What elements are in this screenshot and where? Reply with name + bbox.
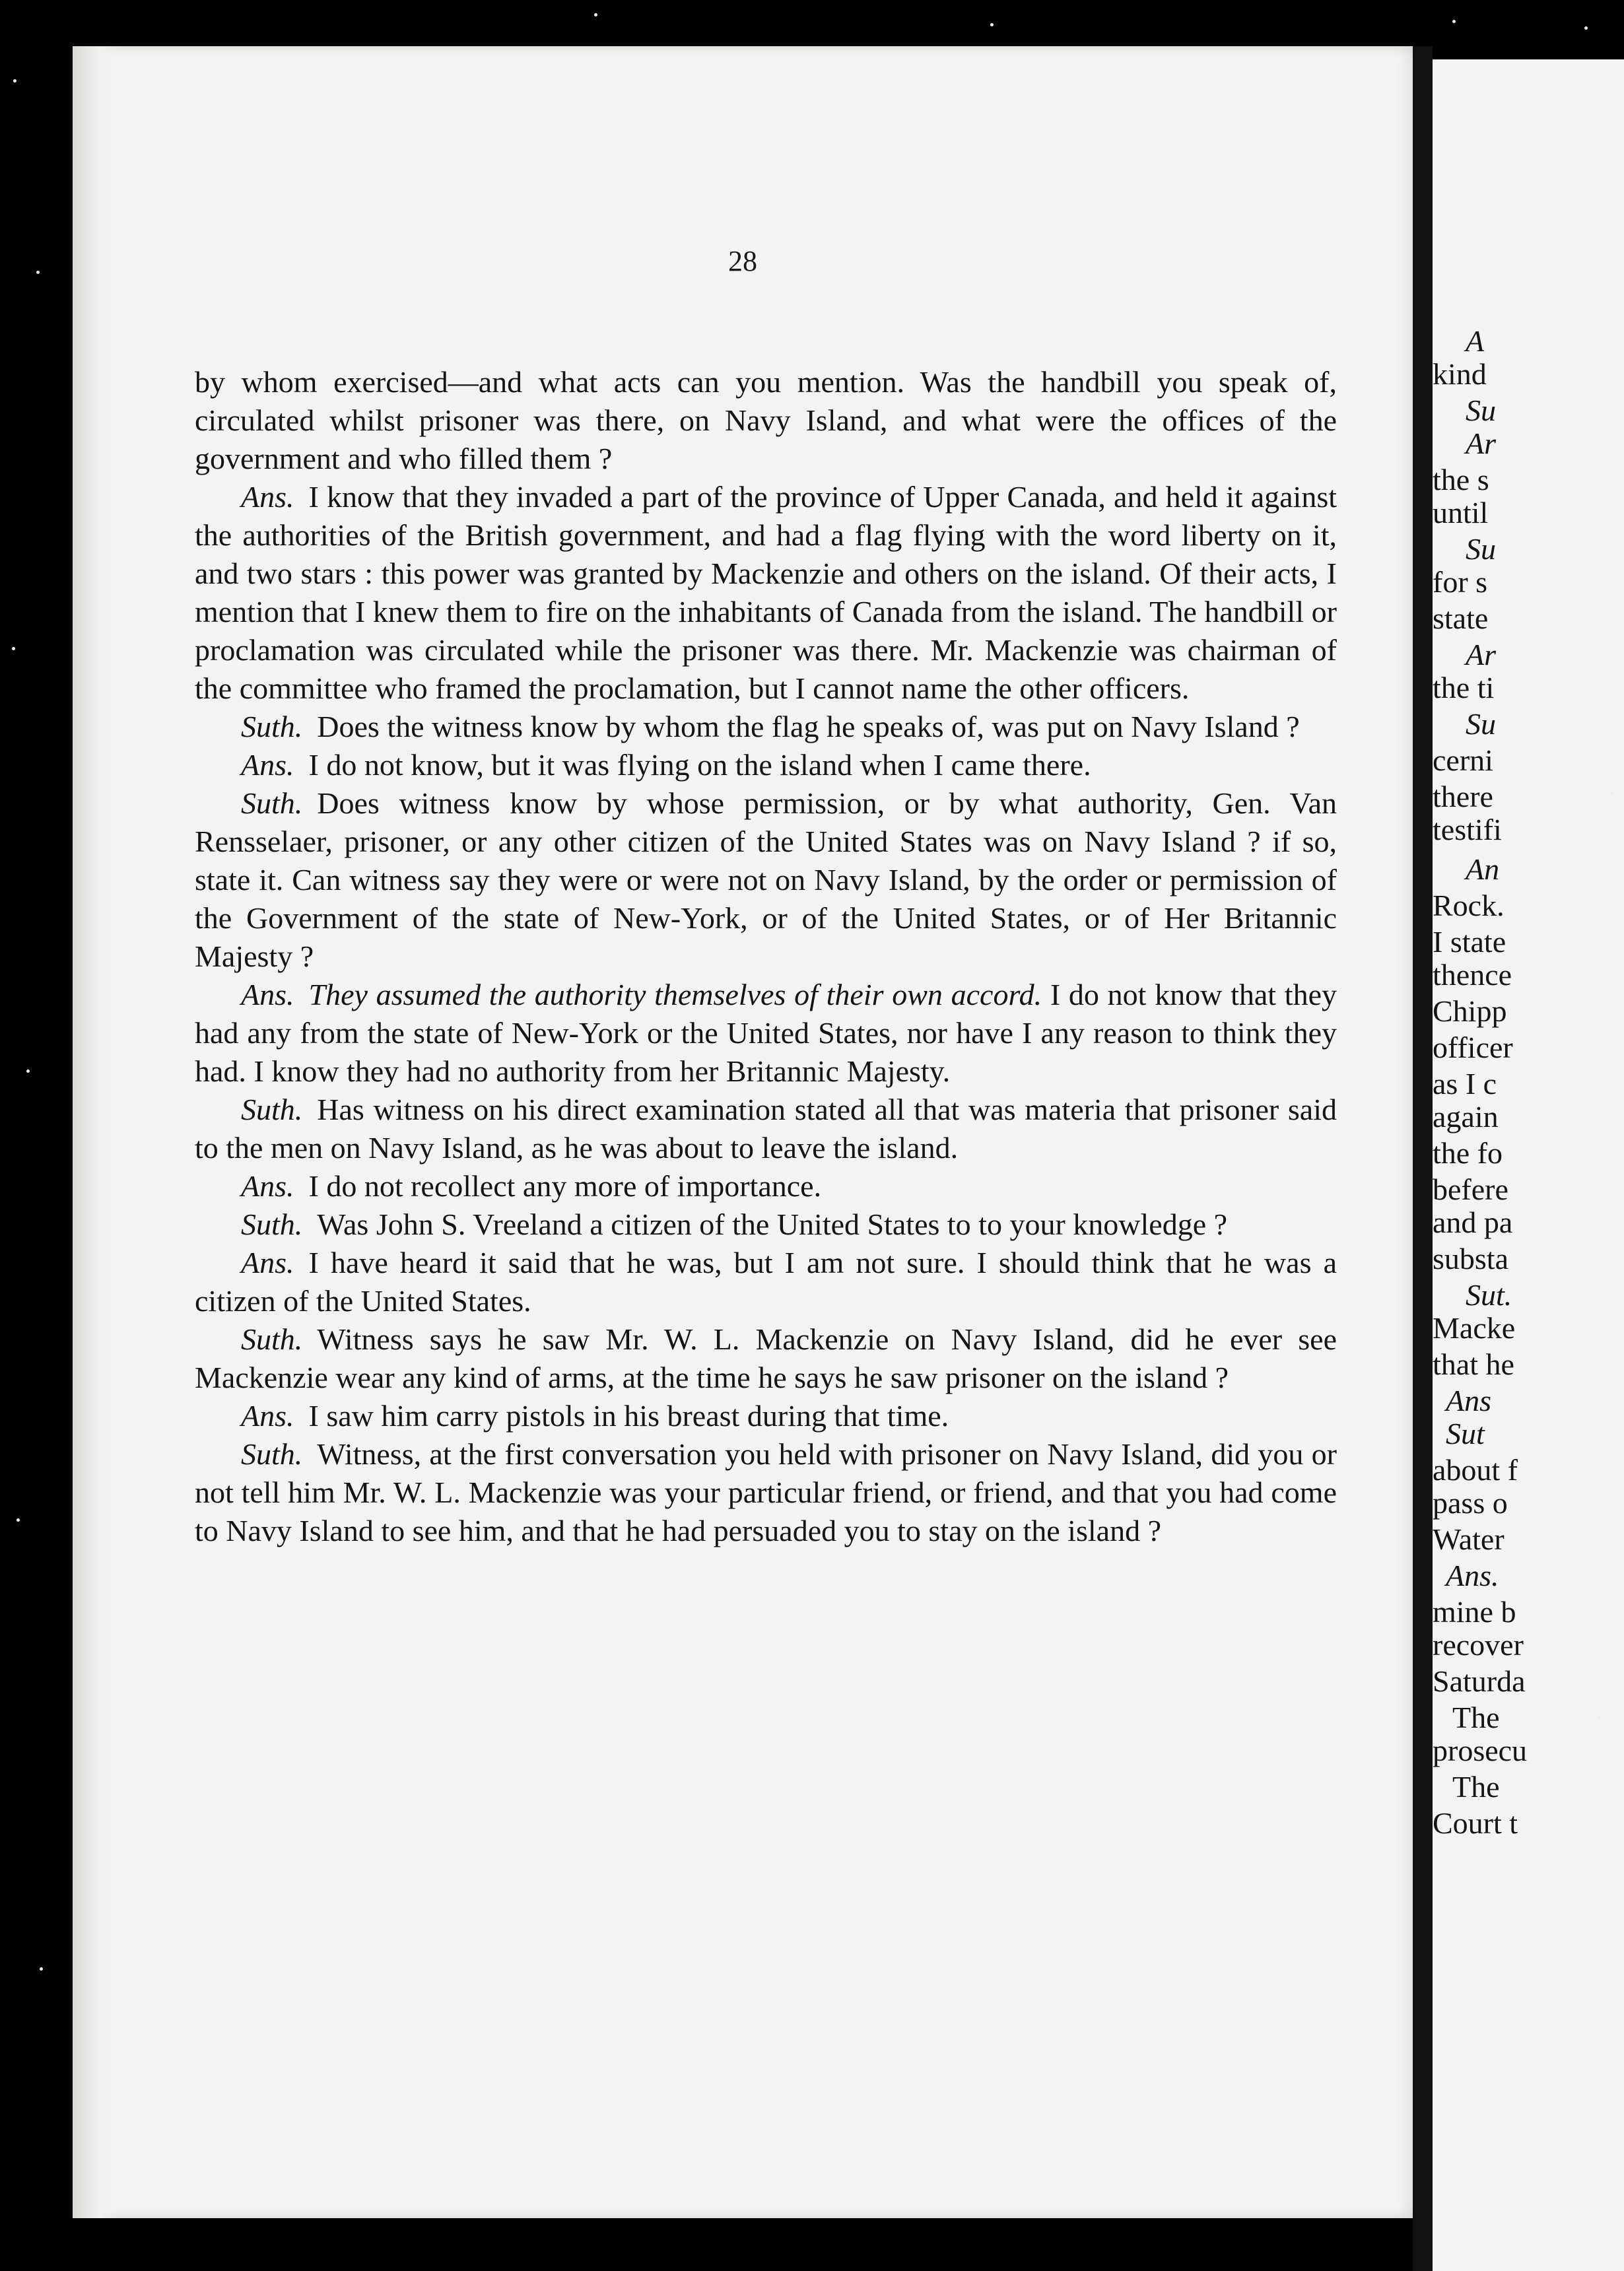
right-page-line: testifi bbox=[1433, 813, 1502, 846]
scan-speck bbox=[1452, 20, 1456, 23]
page-body bbox=[195, 363, 1337, 1550]
speaker-label: Ans. bbox=[241, 748, 294, 782]
paragraph bbox=[195, 1205, 1337, 1244]
right-page-line: Ans bbox=[1446, 1384, 1491, 1417]
right-page-line: Chipp bbox=[1433, 994, 1507, 1028]
right-page-line: state bbox=[1433, 601, 1489, 635]
right-page-line: I state bbox=[1433, 925, 1506, 959]
italic-answer: They assumed the authority themselves of their own accord. bbox=[308, 978, 1042, 1011]
paragraph-text: by whom exercised—and what acts can you mention. Was the handbill you speak of, circulated whilst prisoner was there, on Navy Island, and what were the offices of the government and who filled them ? bbox=[195, 365, 1337, 475]
speaker-label: Ans. bbox=[241, 1246, 294, 1279]
scan-speck bbox=[12, 647, 15, 650]
scan-speck bbox=[36, 271, 40, 274]
right-page-line: An bbox=[1466, 852, 1500, 886]
right-page-line: Su bbox=[1466, 707, 1496, 741]
scan-speck bbox=[1611, 792, 1614, 796]
scan-speck bbox=[13, 79, 17, 83]
paragraph bbox=[195, 478, 1337, 708]
scan-speck bbox=[26, 1069, 30, 1073]
right-page-line: for s bbox=[1433, 565, 1488, 599]
paragraph bbox=[195, 1167, 1337, 1205]
right-page-fragment bbox=[1433, 59, 1624, 2271]
paragraph bbox=[195, 746, 1337, 784]
right-page-line: Ar bbox=[1466, 426, 1496, 460]
page-number: 28 bbox=[728, 245, 757, 277]
right-page-line: again bbox=[1433, 1100, 1499, 1134]
paragraph bbox=[195, 1091, 1337, 1167]
right-page-line: substa bbox=[1433, 1242, 1508, 1275]
scan-speck bbox=[40, 1967, 43, 1971]
speaker-label: Suth. bbox=[241, 1207, 303, 1241]
paragraph-text: I do not know that they had any from the state of New-York or the United States, nor have I any reason to think they had. I know they had no authority from her Britannic Majesty. bbox=[195, 978, 1337, 1088]
right-page-line: Ar bbox=[1466, 638, 1496, 671]
paragraph-text: I saw him carry pistols in his breast during that time. bbox=[308, 1399, 949, 1433]
scan-speck bbox=[1598, 1716, 1601, 1720]
right-page-line: Water bbox=[1433, 1522, 1505, 1556]
scan-speck bbox=[594, 13, 597, 17]
paragraph-text: Does the witness know by whom the flag he speaks of, was put on Navy Island ? bbox=[317, 710, 1300, 743]
paragraph-text: I have heard it said that he was, but I am not sure. I should think that he was a citizen of the United States. bbox=[195, 1246, 1337, 1318]
speaker-label: Suth. bbox=[241, 786, 303, 820]
paragraph bbox=[195, 363, 1337, 478]
paragraph bbox=[195, 1397, 1337, 1435]
page-edge-shadow bbox=[73, 46, 119, 2218]
right-page-line: The bbox=[1452, 1770, 1500, 1804]
right-page-line: until bbox=[1433, 496, 1489, 529]
right-page-line: the s bbox=[1433, 463, 1489, 496]
right-page-line: befere bbox=[1433, 1172, 1508, 1206]
right-page-line: prosecu bbox=[1433, 1734, 1528, 1767]
right-page-line: thence bbox=[1433, 958, 1512, 992]
speaker-label: Ans. bbox=[241, 978, 294, 1011]
speaker-label: Suth. bbox=[241, 1093, 303, 1126]
book-gutter bbox=[1413, 46, 1433, 2271]
right-page-line: mine b bbox=[1433, 1595, 1516, 1629]
paragraph-text: Has witness on his direct examination stated all that was materia that prisoner said to the men on Navy Island, as he was about to leave the island. bbox=[195, 1093, 1337, 1165]
scan-speck bbox=[990, 23, 994, 26]
right-page-line: recover bbox=[1433, 1628, 1524, 1662]
right-page-line: Su bbox=[1466, 532, 1496, 566]
paragraph-text: Was John S. Vreeland a citizen of the United States to to your knowledge ? bbox=[317, 1207, 1228, 1241]
paragraph bbox=[195, 1320, 1337, 1397]
paragraph bbox=[195, 1435, 1337, 1550]
right-page-line: The bbox=[1452, 1701, 1500, 1734]
right-page-line: and pa bbox=[1433, 1205, 1513, 1239]
right-page-line: Macke bbox=[1433, 1311, 1516, 1345]
scan-speck bbox=[1584, 26, 1588, 30]
right-page-line: Rock. bbox=[1433, 889, 1505, 922]
paragraph bbox=[195, 784, 1337, 976]
right-page-line: the fo bbox=[1433, 1136, 1503, 1170]
right-page-line: Sut bbox=[1446, 1417, 1485, 1450]
right-page-line: about f bbox=[1433, 1453, 1518, 1487]
speaker-label: Ans. bbox=[241, 480, 294, 514]
right-page-line: Sut. bbox=[1466, 1278, 1512, 1312]
speaker-label: Suth. bbox=[241, 1437, 303, 1471]
right-page-line: Ans. bbox=[1446, 1559, 1499, 1592]
paragraph bbox=[195, 1244, 1337, 1320]
right-page-line: Saturda bbox=[1433, 1664, 1526, 1698]
speaker-label: Suth. bbox=[241, 1322, 303, 1356]
right-page-line: as I c bbox=[1433, 1067, 1497, 1101]
paragraph-text: Does witness know by whose permission, or by what authority, Gen. Van Rensselaer, prisoner, or any other citizen of the United States was on Navy Island ? if so, state it. Can witness say they were or were not on Navy Island, by the order or permission of the Government of the state of New-York, or of the United States, or of Her Britannic Majesty ? bbox=[195, 786, 1337, 973]
speaker-label: Suth. bbox=[241, 710, 303, 743]
paragraph-text: I do not know, but it was flying on the island when I came there. bbox=[308, 748, 1091, 782]
right-page-line: that he bbox=[1433, 1347, 1514, 1381]
scan-speck bbox=[17, 1518, 20, 1522]
speaker-label: Ans. bbox=[241, 1169, 294, 1203]
right-page-line: cerni bbox=[1433, 743, 1493, 777]
right-page-line: pass o bbox=[1433, 1486, 1508, 1520]
right-page-line: Court t bbox=[1433, 1806, 1518, 1840]
right-page-line: kind bbox=[1433, 357, 1487, 391]
paragraph-text: I know that they invaded a part of the province of Upper Canada, and held it against the authorities of the British government, and had a flag flying with the word liberty on it, and two stars : this power was granted by Mackenzie and others on the island. Of their acts, I mention that I knew them to fire on the inhabitants of Canada from the island. The handbill or proclamation was circulated while the prisoner was there. Mr. Mackenzie was chairman of the committee who framed the proclamation, but I cannot name the other officers. bbox=[195, 480, 1337, 705]
right-page-line: A bbox=[1466, 324, 1485, 358]
paragraph-text: Witness, at the first conversation you held with prisoner on Navy Island, did you or not tell him Mr. W. L. Mackenzie was your particular friend, or friend, and that you had come to Navy Island to see him, and that he had persuaded you to stay on the island ? bbox=[195, 1437, 1337, 1547]
paragraph-text: I do not recollect any more of importance. bbox=[308, 1169, 822, 1203]
right-page-line: Su bbox=[1466, 393, 1496, 427]
paragraph bbox=[195, 976, 1337, 1091]
right-page-line: the ti bbox=[1433, 671, 1495, 704]
left-page bbox=[73, 46, 1413, 2218]
right-page-line: there bbox=[1433, 780, 1493, 813]
speaker-label: Ans. bbox=[241, 1399, 294, 1433]
paragraph-text: Witness says he saw Mr. W. L. Mackenzie on Navy Island, did he ever see Mackenzie wear any kind of arms, at the time he says he saw prisoner on the island ? bbox=[195, 1322, 1337, 1394]
paragraph bbox=[195, 708, 1337, 746]
right-page-line: officer bbox=[1433, 1031, 1513, 1064]
